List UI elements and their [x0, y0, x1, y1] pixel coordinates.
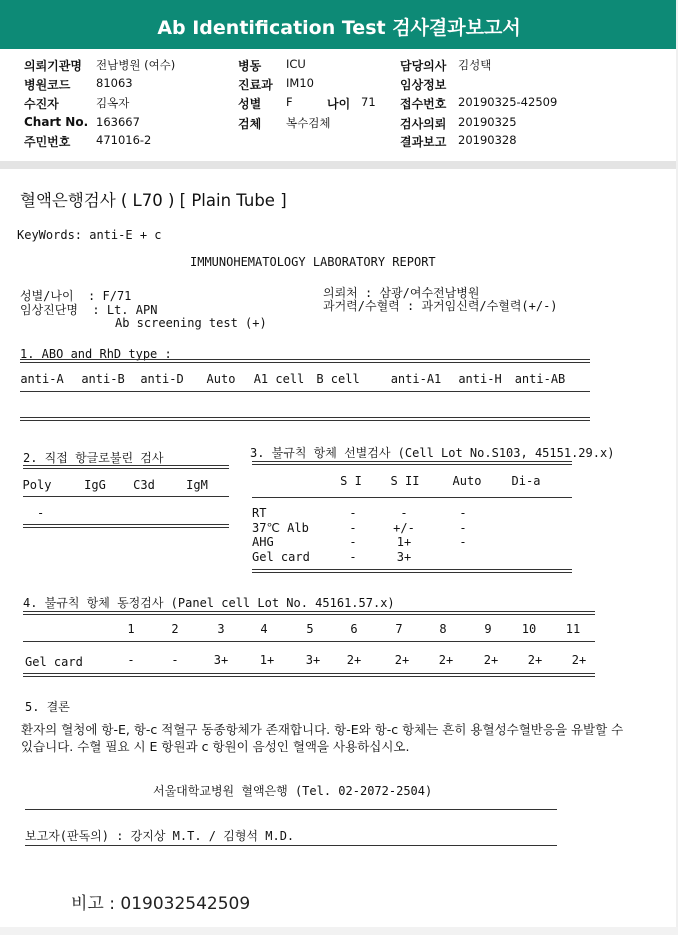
panel-column-header: 7	[395, 622, 403, 636]
panel-result-value: 1+	[259, 653, 275, 667]
panel-column-header: 2	[171, 622, 179, 636]
abo-heading: 1. ABO and RhD type :	[20, 347, 172, 361]
rule-single	[23, 496, 229, 497]
header-label: 병원코드	[24, 78, 71, 92]
transfusion-history: 과거력/수혈력 : 과거임신력/수혈력(+/-)	[323, 299, 558, 313]
panel-result-value: -	[127, 653, 135, 667]
panel-result-value: 3+	[305, 653, 321, 667]
screen-column-header: S II	[390, 474, 420, 488]
dat-column-header: Poly	[22, 478, 52, 492]
abo-column-header: anti-AB	[514, 372, 566, 386]
screen-row-label: Gel card	[252, 549, 310, 564]
header-label: 결과보고	[400, 135, 447, 149]
panel-heading: 4. 불규칙 항체 동정검사 (Panel cell Lot No. 45161.57.x)	[23, 596, 395, 610]
header-label: 주민번호	[24, 135, 71, 149]
rule-double	[23, 465, 229, 469]
abo-column-header: Auto	[206, 372, 236, 386]
header-value: IM10	[286, 76, 314, 90]
screen-column-header: Di-a	[511, 474, 541, 488]
report-section-title: 혈액은행검사 ( L70 ) [ Plain Tube ]	[20, 191, 287, 210]
rule-single	[23, 641, 595, 642]
screen-row-label: AHG	[252, 535, 274, 549]
screen-result-value: -	[349, 506, 357, 520]
abo-column-header: anti-A	[20, 372, 64, 386]
header-value: 20190325-42509	[458, 95, 558, 109]
rule-single	[20, 391, 590, 392]
dat-value: -	[37, 506, 45, 520]
abo-column-header: anti-A1	[390, 372, 442, 386]
rule-double	[252, 569, 572, 573]
header-label: 진료과	[238, 78, 273, 92]
header-value: 163667	[96, 115, 140, 129]
rule-double	[23, 673, 595, 677]
header-label: 성별	[238, 97, 262, 111]
lab-report-title: IMMUNOHEMATOLOGY LABORATORY REPORT	[190, 255, 436, 269]
panel-result-value: 2+	[571, 653, 587, 667]
abo-column-header: B cell	[316, 372, 360, 386]
screen-result-value: -	[459, 506, 467, 520]
header-label: 접수번호	[400, 97, 447, 111]
screen-column-header: Auto	[452, 474, 482, 488]
panel-column-header: 6	[350, 622, 358, 636]
dat-column-header: C3d	[133, 478, 155, 492]
header-value: 20190328	[458, 133, 517, 147]
header-label: Chart No.	[24, 115, 89, 129]
header-label: 담당의사	[400, 59, 447, 73]
screen-result-value: -	[459, 535, 467, 549]
rule-single	[25, 845, 557, 846]
age-label: 나이	[327, 97, 351, 111]
screen-column-header: S I	[340, 474, 362, 488]
dat-column-header: IgG	[84, 478, 106, 492]
panel-result-value: 3+	[213, 653, 229, 667]
screen-result-value: -	[459, 520, 467, 535]
conclusion-heading: 5. 결론	[25, 700, 70, 714]
screen-result-value: -	[349, 535, 357, 549]
panel-column-header: 8	[439, 622, 447, 636]
header-label: 임상정보	[400, 78, 447, 92]
rule-single	[25, 809, 557, 810]
dat-heading: 2. 직접 항글로불린 검사	[23, 451, 164, 465]
rule-double	[252, 461, 572, 465]
rule-double	[20, 417, 590, 421]
header-label: 검사의뢰	[400, 117, 447, 131]
header-label: 수진자	[24, 97, 59, 111]
screen-row-label: 37℃ Alb	[252, 520, 309, 535]
institution: 서울대학교병원 혈액은행 (Tel. 02-2072-2504)	[153, 784, 433, 798]
patient-diagnosis: 임상진단명 : Lt. APN	[20, 303, 158, 317]
header-value: 471016-2	[96, 133, 152, 147]
abo-column-header: anti-B	[81, 372, 125, 386]
screen-result-value: 3+	[396, 549, 412, 564]
dat-column-header: IgM	[186, 478, 208, 492]
screen-row-label: RT	[252, 506, 267, 520]
header-value: F	[286, 95, 293, 109]
panel-column-header: 10	[521, 622, 537, 636]
panel-result-value: 2+	[527, 653, 543, 667]
header-label: 의뢰기관명	[24, 59, 82, 73]
report-title: Ab Identification Test 검사결과보고서	[157, 17, 521, 39]
rule-double	[20, 359, 590, 363]
remark: 비고 : 019032542509	[71, 894, 251, 914]
abo-column-header: A1 cell	[253, 372, 305, 386]
header-value: 20190325	[458, 115, 517, 129]
screen-result-value: -	[349, 549, 357, 564]
panel-column-header: 9	[484, 622, 492, 636]
abo-column-header: anti-H	[458, 372, 502, 386]
panel-result-value: -	[171, 653, 179, 667]
rule-double	[23, 611, 595, 615]
patient-header	[0, 49, 678, 161]
rule-single	[252, 497, 572, 498]
panel-column-header: 5	[306, 622, 314, 636]
screen-heading: 3. 불규칙 항체 선별검사 (Cell Lot No.S103, 45151.29.x)	[250, 446, 615, 460]
abo-column-header: anti-D	[140, 372, 184, 386]
header-value: 복수검체	[286, 116, 331, 130]
ab-screening-note: Ab screening test (+)	[115, 316, 267, 330]
panel-result-value: 2+	[483, 653, 499, 667]
reporter: 보고자(판독의) : 강지상 M.T. / 김형석 M.D.	[25, 829, 295, 843]
panel-result-value: 2+	[394, 653, 410, 667]
header-value: 김옥자	[96, 96, 130, 110]
header-value: 김성택	[458, 58, 492, 72]
page-edge	[0, 927, 678, 935]
panel-row-label: Gel card	[25, 655, 83, 669]
header-value: 전남병원 (여수)	[96, 58, 176, 72]
panel-column-header: 1	[127, 622, 135, 636]
report-title-bar	[0, 0, 678, 49]
panel-column-header: 11	[565, 622, 581, 636]
referral-site: 의뢰처 : 삼광/여수전남병원	[323, 286, 480, 300]
patient-sex-age: 성별/나이 : F/71	[20, 289, 132, 303]
header-value: 81063	[96, 76, 133, 90]
header-value: ICU	[286, 57, 306, 71]
screen-result-value: +/-	[393, 520, 415, 535]
age-value: 71	[361, 95, 376, 109]
screen-result-value: 1+	[396, 535, 412, 549]
panel-result-value: 2+	[346, 653, 362, 667]
keywords: KeyWords: anti-E + c	[17, 228, 162, 242]
header-label: 병동	[238, 59, 262, 73]
conclusion-text: 환자의 혈청에 항-E, 항-c 적혈구 동종항체가 존재합니다. 항-E와 항-c 항체는 흔히 용혈성수혈반응을 유발할 수 있습니다. 수혈 필요 시 E 항원과 c 항원이 음성인 혈액을 사용하십시오.	[21, 722, 624, 754]
lab-report	[7, 169, 671, 927]
panel-result-value: 2+	[438, 653, 454, 667]
panel-column-header: 3	[217, 622, 225, 636]
rule-double	[23, 524, 229, 528]
panel-column-header: 4	[260, 622, 268, 636]
header-label: 검체	[238, 117, 262, 131]
section-divider	[0, 161, 678, 169]
screen-result-value: -	[349, 520, 357, 535]
screen-result-value: -	[400, 506, 408, 520]
